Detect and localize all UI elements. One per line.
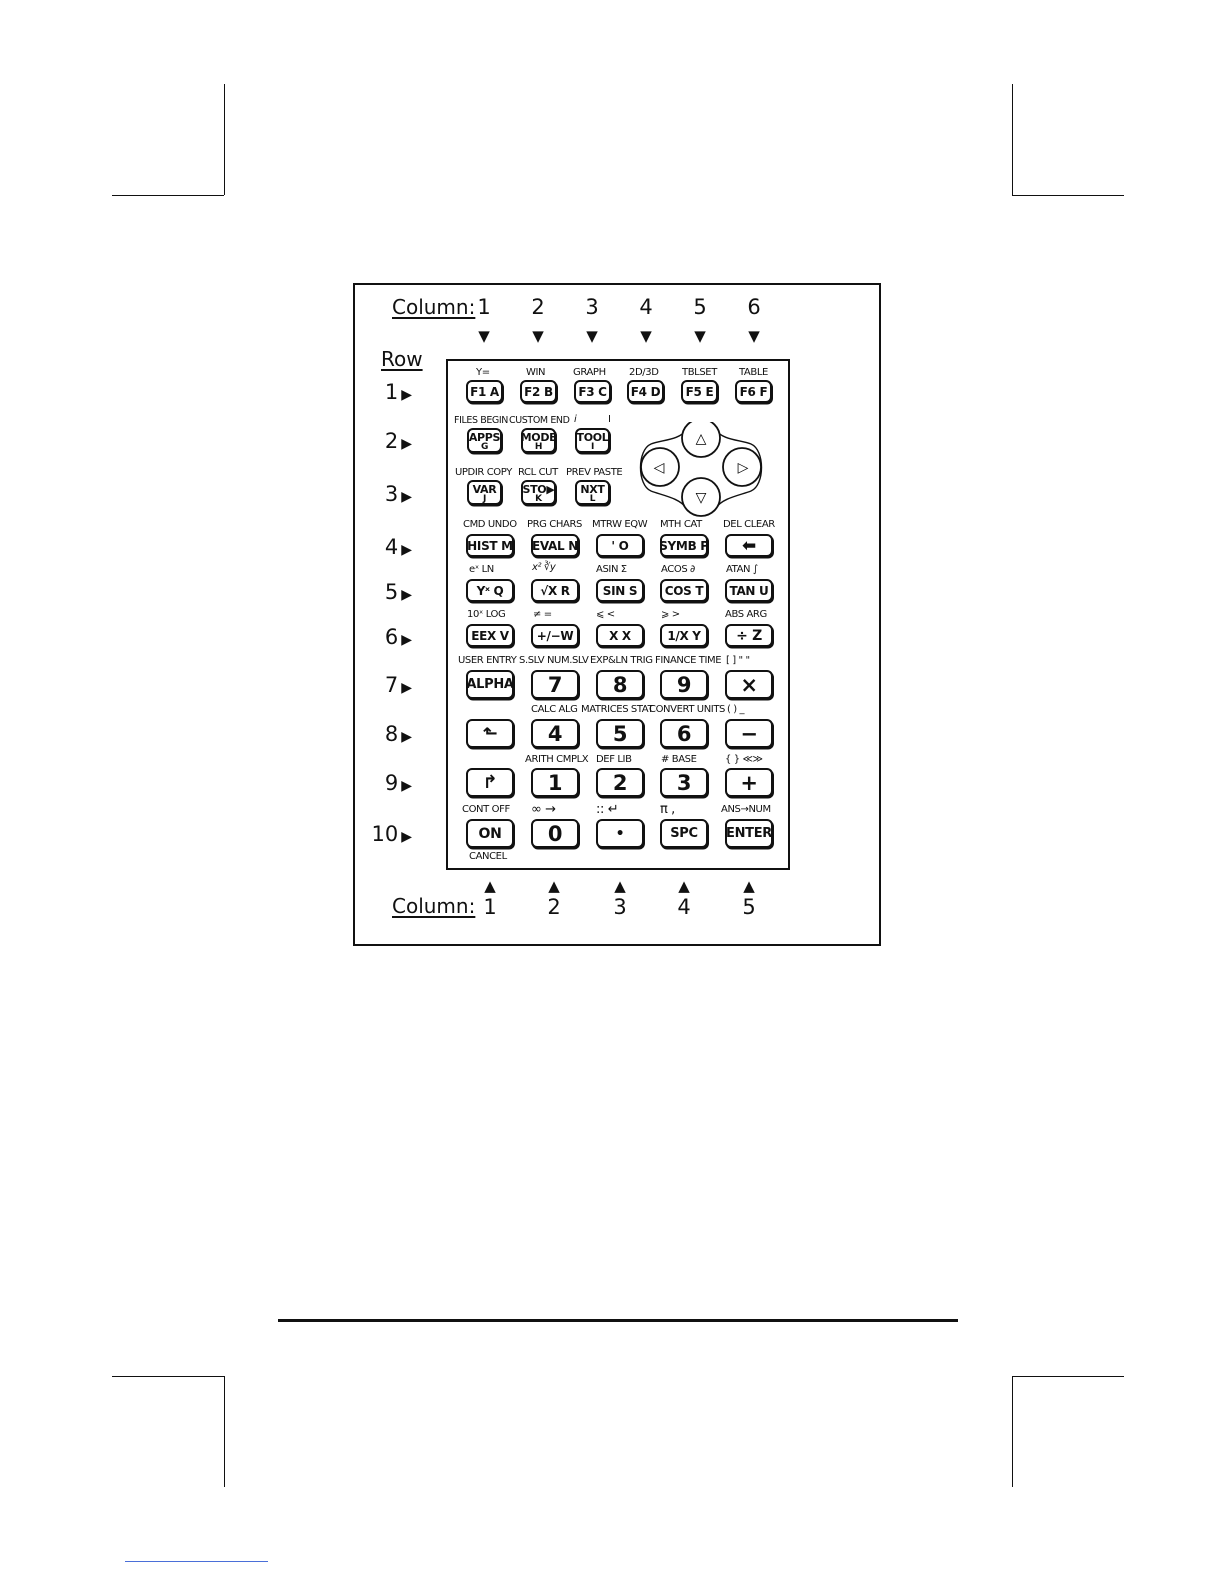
key-label: ATAN ∫ bbox=[726, 564, 758, 575]
key-7[interactable]: 7 bbox=[531, 670, 579, 699]
up-triangle-icon: ▲ bbox=[743, 877, 755, 895]
up-triangle-icon: ▲ bbox=[548, 877, 560, 895]
key-label: FILES BEGIN bbox=[454, 415, 509, 426]
down-triangle-icon: ▼ bbox=[748, 327, 760, 345]
bottom-column-number: 5 bbox=[742, 895, 756, 919]
row-number: 4 bbox=[384, 535, 399, 559]
key-decimal-point[interactable]: • bbox=[596, 819, 644, 848]
key-label: MTH CAT bbox=[660, 519, 702, 530]
key-sub-label: H bbox=[534, 442, 543, 452]
key-sub-label: K bbox=[535, 494, 542, 504]
key-plus[interactable]: + bbox=[725, 768, 773, 797]
key-label: S.SLV NUM.SLV bbox=[519, 655, 589, 666]
key-label: { } ≪≫ bbox=[725, 754, 763, 765]
right-triangle-icon: ▶ bbox=[401, 489, 412, 505]
key-label: ( ) _ bbox=[727, 704, 745, 715]
key-label: ARITH CMPLX bbox=[525, 754, 589, 765]
key-3[interactable]: 3 bbox=[660, 768, 708, 797]
key-cos[interactable]: COS T bbox=[660, 579, 708, 602]
key-bottom-label: CANCEL bbox=[469, 851, 507, 862]
row-label-8 bbox=[385, 724, 412, 745]
right-triangle-icon: ▶ bbox=[401, 680, 412, 696]
key-label: π , bbox=[660, 802, 675, 817]
key-sqrt[interactable]: √X R bbox=[531, 579, 579, 602]
top-column-number: 5 bbox=[693, 295, 707, 319]
up-triangle-icon: ▲ bbox=[484, 877, 496, 895]
key-label: # BASE bbox=[661, 754, 697, 765]
arrow-left-key[interactable] bbox=[641, 448, 679, 486]
up-triangle-icon: ▲ bbox=[678, 877, 690, 895]
key-enter[interactable]: ENTER bbox=[725, 819, 773, 848]
key-symb[interactable]: SYMB P bbox=[660, 534, 708, 557]
key-label: 2D/3D bbox=[629, 367, 659, 378]
key-label: x² ∛y bbox=[532, 562, 556, 573]
down-triangle-icon: ▼ bbox=[586, 327, 598, 345]
key-spc[interactable]: SPC bbox=[660, 819, 708, 848]
row-number: 1 bbox=[384, 380, 399, 404]
key-label: 10ˣ LOG bbox=[467, 609, 506, 620]
key-nxt[interactable] bbox=[575, 480, 610, 505]
key-x[interactable]: X X bbox=[596, 624, 644, 647]
up-triangle-icon: ▲ bbox=[614, 877, 626, 895]
key-quote[interactable]: ' O bbox=[596, 534, 644, 557]
key-label: DEF LIB bbox=[596, 754, 632, 765]
key-divide[interactable]: ÷ Z bbox=[725, 624, 773, 647]
row-label-7 bbox=[385, 675, 412, 696]
key-label: GRAPH bbox=[573, 367, 606, 378]
right-triangle-icon: ▶ bbox=[401, 387, 412, 403]
row-number: 10 bbox=[371, 822, 399, 846]
row-label-4 bbox=[385, 537, 412, 558]
row-number: 5 bbox=[384, 580, 399, 604]
row-label-1 bbox=[385, 382, 412, 403]
key-sto[interactable] bbox=[521, 480, 556, 505]
key-right-shift[interactable]: ↱ bbox=[466, 768, 514, 797]
arrow-pad bbox=[639, 422, 763, 517]
key-label: FINANCE TIME bbox=[655, 655, 722, 666]
arrow-down-key[interactable] bbox=[682, 478, 720, 516]
top-column-number: 2 bbox=[531, 295, 545, 319]
down-triangle-icon: ▼ bbox=[640, 327, 652, 345]
page-footer-rule bbox=[278, 1319, 958, 1322]
key-eex[interactable]: EEX V bbox=[466, 624, 514, 647]
key-label: CALC ALG bbox=[531, 704, 578, 715]
row-label-3 bbox=[385, 484, 412, 505]
key-label: RCL CUT bbox=[518, 467, 558, 478]
key-main-label: NXT bbox=[580, 483, 605, 496]
key-sin[interactable]: SIN S bbox=[596, 579, 644, 602]
crop-mark-bottom-right-vertical bbox=[1012, 1376, 1013, 1487]
key-label: ∞ → bbox=[531, 802, 556, 817]
down-arrow-icon: ▽ bbox=[695, 490, 707, 506]
key-sub-label: L bbox=[589, 494, 596, 504]
top-column-title: Column: bbox=[392, 295, 476, 319]
bottom-column-title: Column: bbox=[392, 894, 476, 918]
row-label-2 bbox=[385, 431, 412, 452]
right-triangle-icon: ▶ bbox=[401, 829, 412, 845]
key-power[interactable]: Yˣ Q bbox=[466, 579, 514, 602]
key-6[interactable]: 6 bbox=[660, 719, 708, 748]
key-label: UPDIR COPY bbox=[455, 467, 512, 478]
right-triangle-icon: ▶ bbox=[401, 729, 412, 745]
key-1[interactable]: 1 bbox=[531, 768, 579, 797]
crop-mark-bottom-left-horizontal bbox=[112, 1376, 224, 1377]
key-label: ASIN Σ bbox=[596, 564, 627, 575]
row-label-6 bbox=[385, 627, 412, 648]
key-label: ⩽ < bbox=[596, 609, 615, 620]
key-apps[interactable] bbox=[467, 428, 502, 453]
key-label: USER ENTRY bbox=[458, 655, 517, 666]
key-plus-minus[interactable]: +/−W bbox=[531, 624, 579, 647]
key-label: MATRICES STAT bbox=[581, 704, 654, 715]
key-0[interactable]: 0 bbox=[531, 819, 579, 848]
key-alpha[interactable]: ALPHA bbox=[466, 670, 514, 699]
key-main-label: TOOL bbox=[576, 431, 609, 444]
key-label: WIN bbox=[526, 367, 546, 378]
crop-mark-top-left-horizontal bbox=[112, 195, 224, 196]
key-label: CUSTOM END bbox=[509, 415, 570, 426]
crop-mark-top-right-horizontal bbox=[1012, 195, 1124, 196]
key-label: [ ] " " bbox=[726, 655, 750, 666]
row-number: 6 bbox=[384, 625, 399, 649]
top-column-number: 4 bbox=[639, 295, 653, 319]
key-label: i bbox=[574, 414, 577, 425]
key-label: PRG CHARS bbox=[527, 519, 582, 530]
key-label: ≠ = bbox=[533, 609, 552, 620]
key-label: TABLE bbox=[739, 367, 768, 378]
key-reciprocal[interactable]: 1/X Y bbox=[660, 624, 708, 647]
right-triangle-icon: ▶ bbox=[401, 542, 412, 558]
key-label: Y= bbox=[476, 367, 490, 378]
key-left-shift[interactable]: ⬑ bbox=[466, 719, 514, 748]
key-multiply[interactable]: × bbox=[725, 670, 773, 699]
row-number: 9 bbox=[384, 771, 399, 795]
key-tool[interactable] bbox=[575, 428, 610, 453]
left-arrow-icon: ◁ bbox=[653, 460, 665, 476]
row-label-5 bbox=[385, 582, 412, 603]
key-label: ABS ARG bbox=[725, 609, 767, 620]
row-title: Row bbox=[381, 347, 423, 371]
key-4[interactable]: 4 bbox=[531, 719, 579, 748]
key-label: CONT OFF bbox=[462, 804, 510, 815]
top-column-number: 1 bbox=[477, 295, 491, 319]
key-main-label: VAR bbox=[472, 483, 497, 496]
down-triangle-icon: ▼ bbox=[478, 327, 490, 345]
key-f1[interactable]: F1 A bbox=[466, 380, 503, 403]
key-label: CMD UNDO bbox=[463, 519, 517, 530]
key-backspace[interactable]: ⬅ bbox=[725, 534, 773, 557]
footnote-link-line bbox=[125, 1561, 268, 1562]
key-8[interactable]: 8 bbox=[596, 670, 644, 699]
key-minus[interactable]: − bbox=[725, 719, 773, 748]
row-number: 3 bbox=[384, 482, 399, 506]
key-label: eˣ LN bbox=[469, 564, 494, 575]
key-label: :: ↵ bbox=[596, 802, 619, 817]
row-label-10 bbox=[371, 824, 412, 845]
key-f2[interactable]: F2 B bbox=[520, 380, 557, 403]
row-number: 2 bbox=[384, 429, 399, 453]
key-mode[interactable] bbox=[521, 428, 556, 453]
top-column-number: 3 bbox=[585, 295, 599, 319]
key-main-label: STO▶ bbox=[522, 483, 555, 496]
key-f5[interactable]: F5 E bbox=[681, 380, 718, 403]
key-label: ANS→NUM bbox=[721, 804, 771, 815]
row-label-9 bbox=[385, 773, 412, 794]
key-label: EXP&LN TRIG bbox=[590, 655, 653, 666]
up-arrow-icon: △ bbox=[695, 431, 707, 447]
key-var[interactable] bbox=[467, 480, 502, 505]
key-eval[interactable]: EVAL N bbox=[531, 534, 579, 557]
key-on[interactable]: ON bbox=[466, 819, 514, 848]
crop-mark-top-right-vertical bbox=[1012, 84, 1013, 195]
row-number: 8 bbox=[384, 722, 399, 746]
key-9[interactable]: 9 bbox=[660, 670, 708, 699]
row-number: 7 bbox=[384, 673, 399, 697]
bottom-column-number: 4 bbox=[677, 895, 691, 919]
key-label: PREV PASTE bbox=[566, 467, 623, 478]
key-5[interactable]: 5 bbox=[596, 719, 644, 748]
right-triangle-icon: ▶ bbox=[401, 778, 412, 794]
key-f4[interactable]: F4 D bbox=[627, 380, 664, 403]
key-label: DEL CLEAR bbox=[723, 519, 775, 530]
crop-mark-bottom-right-horizontal bbox=[1012, 1376, 1124, 1377]
bottom-column-number: 3 bbox=[613, 895, 627, 919]
right-arrow-icon: ▷ bbox=[737, 460, 749, 476]
key-sub-label: I bbox=[590, 442, 595, 452]
key-main-label: MODE bbox=[520, 431, 557, 444]
key-label: I bbox=[608, 414, 611, 425]
bottom-column-number: 2 bbox=[547, 895, 561, 919]
key-hist[interactable]: HIST M bbox=[466, 534, 514, 557]
bottom-column-number: 1 bbox=[483, 895, 497, 919]
key-label: ⩾ > bbox=[661, 609, 680, 620]
key-2[interactable]: 2 bbox=[596, 768, 644, 797]
arrow-right-key[interactable] bbox=[723, 448, 761, 486]
down-triangle-icon: ▼ bbox=[532, 327, 544, 345]
key-label: ACOS ∂ bbox=[661, 564, 695, 575]
crop-mark-bottom-left-vertical bbox=[224, 1376, 225, 1487]
down-triangle-icon: ▼ bbox=[694, 327, 706, 345]
key-sub-label: J bbox=[482, 494, 487, 504]
top-column-number: 6 bbox=[747, 295, 761, 319]
right-triangle-icon: ▶ bbox=[401, 587, 412, 603]
key-tan[interactable]: TAN U bbox=[725, 579, 773, 602]
key-label: MTRW EQW bbox=[592, 519, 648, 530]
key-f6[interactable]: F6 F bbox=[735, 380, 772, 403]
right-triangle-icon: ▶ bbox=[401, 632, 412, 648]
arrow-up-key[interactable] bbox=[682, 422, 720, 457]
crop-mark-top-left-vertical bbox=[224, 84, 225, 195]
key-label: TBLSET bbox=[682, 367, 717, 378]
key-label: CONVERT UNITS bbox=[649, 704, 726, 715]
key-main-label: APPS bbox=[468, 431, 501, 444]
key-sub-label: G bbox=[480, 442, 489, 452]
right-triangle-icon: ▶ bbox=[401, 436, 412, 452]
key-f3[interactable]: F3 C bbox=[574, 380, 611, 403]
